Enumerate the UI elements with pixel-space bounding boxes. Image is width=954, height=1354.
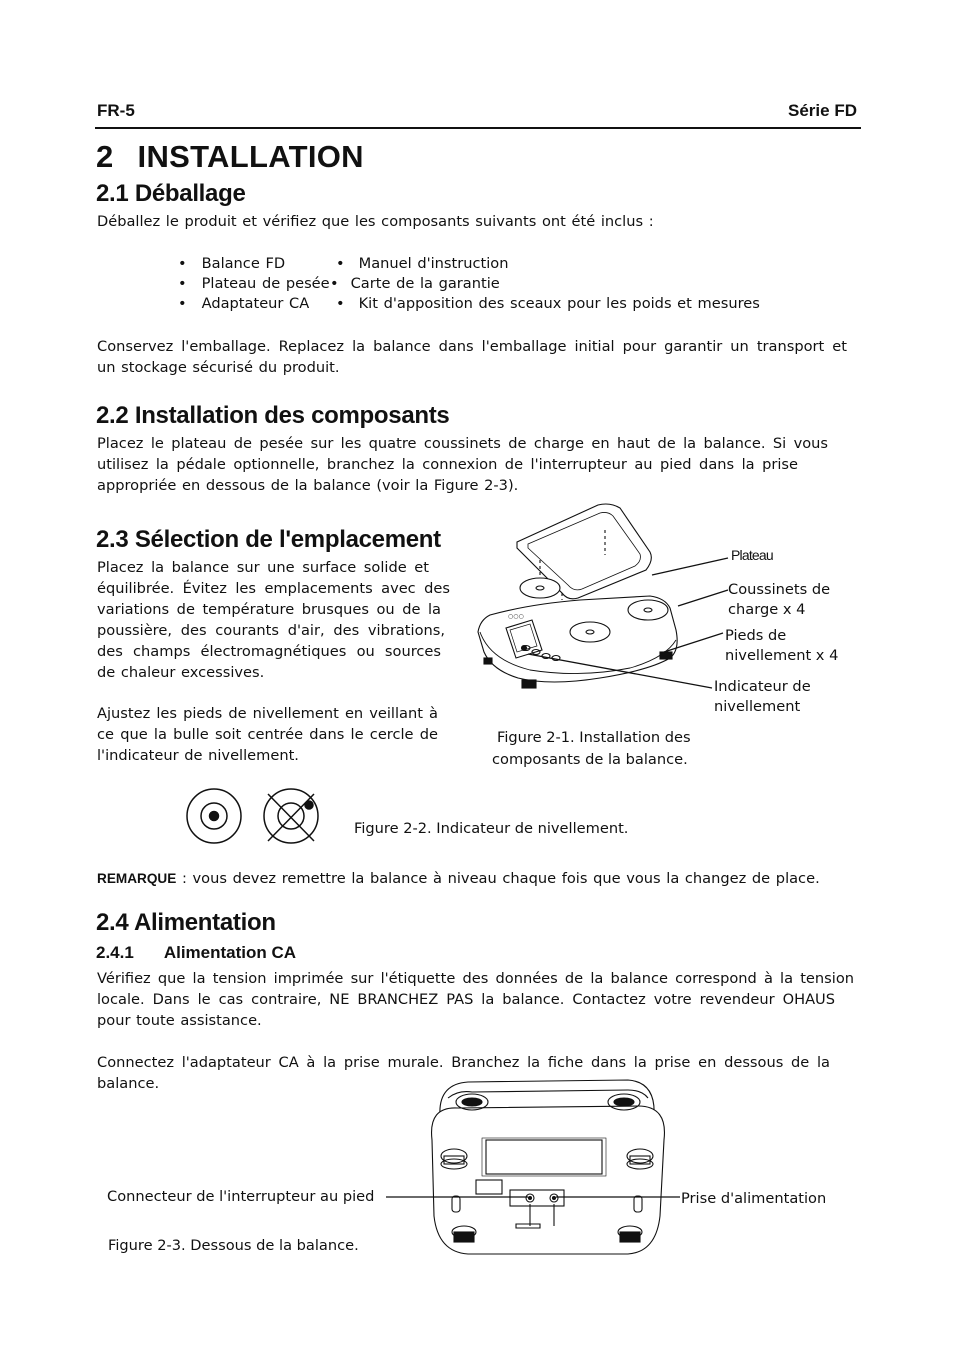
section-2-1-intro: Déballez le produit et vérifiez que les composants suivants ont été inclus : xyxy=(97,213,654,230)
section-2-3-line: de chaleur excessives. xyxy=(97,664,265,681)
label-power-socket: Prise d'alimentation xyxy=(681,1190,827,1207)
remark-text: : vous devez remettre la balance à niveau chaque fois que vous la changez de place. xyxy=(181,870,820,887)
chapter-name: INSTALLATION xyxy=(137,139,364,174)
list-item: • Plateau de pesée xyxy=(178,275,330,292)
section-2-3-line: l'indicateur de nivellement. xyxy=(97,747,299,764)
section-2-2-line: Placez le plateau de pesée sur les quatre coussinets de charge en haut de la balance. Si vous xyxy=(97,435,828,452)
section-2-3-title: 2.3 Sélection de l'emplacement xyxy=(96,526,441,553)
section-2-4-line: balance. xyxy=(97,1075,160,1092)
svg-text:○○○: ○○○ xyxy=(508,613,524,620)
list-item: • Balance FD xyxy=(178,255,286,272)
section-2-2-line: appropriée en dessous de la balance (voir la Figure 2-3). xyxy=(97,477,519,494)
list-item: • Kit d'apposition des sceaux pour les poids et mesures xyxy=(336,295,760,312)
label-coussinets: Coussinets de xyxy=(728,581,831,598)
section-2-4-line: pour toute assistance. xyxy=(97,1012,262,1029)
list-item: • Manuel d'instruction xyxy=(336,255,509,272)
label-pieds-2: nivellement x 4 xyxy=(725,647,839,664)
section-2-4-title: 2.4 Alimentation xyxy=(96,909,276,936)
page-number: FR-5 xyxy=(97,101,135,120)
section-2-1-title: 2.1 Déballage xyxy=(96,180,246,207)
remark-label: REMARQUE xyxy=(97,871,177,886)
section-2-3-line: variations de température brusques ou de la xyxy=(97,601,441,618)
section-2-3-line: Ajustez les pieds de nivellement en veillant à xyxy=(97,705,438,722)
section-2-2-title: 2.2 Installation des composants xyxy=(96,402,450,429)
label-indicateur: Indicateur de xyxy=(714,678,811,695)
list-item: • Adaptateur CA xyxy=(178,295,310,312)
figure-2-3-caption: Figure 2-3. Dessous de la balance. xyxy=(108,1237,359,1254)
series-name: Série FD xyxy=(788,101,857,120)
section-2-4-1-title: 2.4.1 Alimentation CA xyxy=(96,943,297,962)
label-pieds: Pieds de xyxy=(725,627,787,644)
section-2-3-line: des champs électromagnétiques ou sources xyxy=(97,643,441,660)
label-coussinets-2: charge x 4 xyxy=(728,601,806,618)
label-indicateur-2: nivellement xyxy=(714,698,801,715)
section-2-3-line: ce que la bulle soit centrée dans le cercle de xyxy=(97,726,438,743)
section-2-2-line: utilisez la pédale optionnelle, branchez la connexion de l'interrupteur au pied dans la prise xyxy=(97,456,798,473)
section-2-4-line: Vérifiez que la tension imprimée sur l'étiquette des données de la balance correspond à la tension xyxy=(97,970,854,987)
label-foot-switch-connector: Connecteur de l'interrupteur au pied xyxy=(107,1188,375,1205)
section-2-4-line: locale. Dans le cas contraire, NE BRANCHEZ PAS la balance. Contactez votre revendeur OHAUS xyxy=(97,991,835,1008)
section-2-3-line: poussière, des courants d'air, des vibrations, xyxy=(97,622,445,639)
figure-2-1-caption: Figure 2-1. Installation des xyxy=(497,729,691,746)
label-plateau: Plateau xyxy=(731,547,773,563)
section-2-1-paragraph: Conservez l'emballage. Replacez la balance dans l'emballage initial pour garantir un transport et xyxy=(97,338,847,355)
section-2-3-line: équilibrée. Évitez les emplacements avec des xyxy=(97,580,450,597)
section-2-1-paragraph-end: un stockage sécurisé du produit. xyxy=(97,359,340,376)
figure-2-2-caption: Figure 2-2. Indicateur de nivellement. xyxy=(354,820,629,837)
chapter-number: 2 xyxy=(96,139,114,174)
section-2-4-line: Connectez l'adaptateur CA à la prise murale. Branchez la fiche dans la prise en dessous de la xyxy=(97,1054,830,1071)
section-2-3-line: Placez la balance sur une surface solide et xyxy=(97,559,429,576)
figure-2-1-caption-2: composants de la balance. xyxy=(492,751,688,768)
list-item: • Carte de la garantie xyxy=(330,275,500,292)
